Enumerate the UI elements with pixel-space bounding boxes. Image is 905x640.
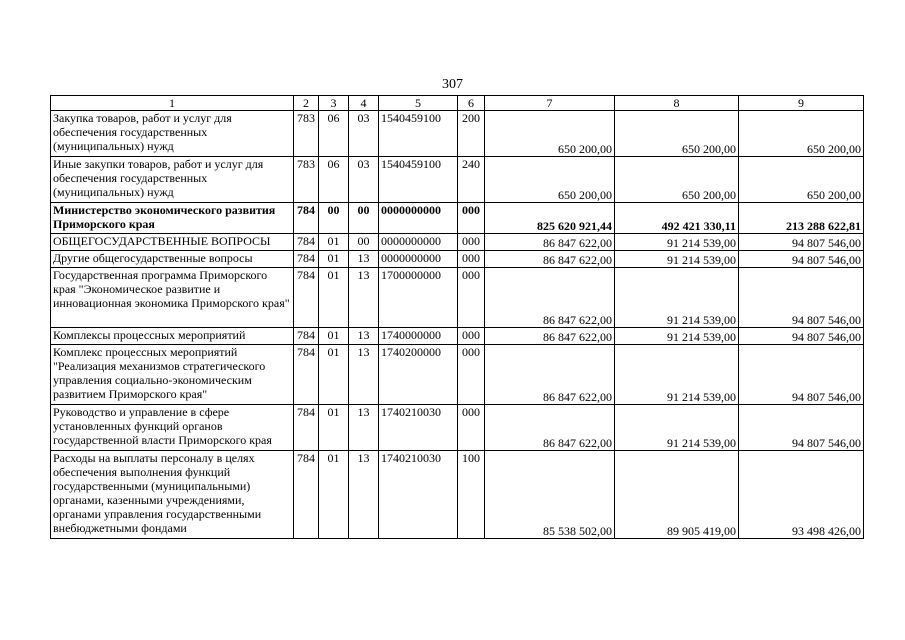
code-section: 01 — [319, 328, 349, 345]
row-name: Министерство экономического развития Приморского края — [51, 203, 294, 234]
amount-col9: 213 288 622,81 — [739, 203, 864, 234]
amount-col9: 650 200,00 — [739, 157, 864, 203]
table-row — [51, 111, 864, 157]
table-row — [51, 451, 864, 539]
amount-col8: 91 214 539,00 — [615, 251, 739, 268]
budget-table — [50, 95, 864, 539]
code-expense-type: 000 — [458, 268, 485, 328]
row-name: Другие общегосударственные вопросы — [51, 251, 294, 268]
code-expense-type: 000 — [458, 251, 485, 268]
code-section: 01 — [319, 251, 349, 268]
code-subsection: 13 — [349, 405, 379, 451]
page-number: 307 — [442, 77, 463, 92]
amount-col9: 650 200,00 — [739, 111, 864, 157]
code-target: 0000000000 — [379, 251, 458, 268]
amount-col7: 86 847 622,00 — [485, 405, 615, 451]
table-header-row — [51, 96, 864, 111]
code-subsection: 00 — [349, 203, 379, 234]
header-cell: 2 — [294, 96, 319, 111]
code-expense-type: 000 — [458, 203, 485, 234]
code-admin: 783 — [294, 157, 319, 203]
code-admin: 784 — [294, 345, 319, 405]
code-admin: 784 — [294, 203, 319, 234]
code-target: 1540459100 — [379, 111, 458, 157]
code-admin: 784 — [294, 268, 319, 328]
header-cell: 3 — [319, 96, 349, 111]
amount-col8: 91 214 539,00 — [615, 268, 739, 328]
code-expense-type: 000 — [458, 234, 485, 251]
amount-col8: 91 214 539,00 — [615, 405, 739, 451]
code-target: 1740210030 — [379, 451, 458, 539]
amount-col8: 650 200,00 — [615, 111, 739, 157]
amount-col8: 91 214 539,00 — [615, 345, 739, 405]
code-target: 1740210030 — [379, 405, 458, 451]
amount-col8: 91 214 539,00 — [615, 234, 739, 251]
amount-col7: 86 847 622,00 — [485, 251, 615, 268]
code-subsection: 00 — [349, 234, 379, 251]
amount-col9: 93 498 426,00 — [739, 451, 864, 539]
header-cell: 5 — [379, 96, 458, 111]
row-name: Расходы на выплаты персоналу в целях обеспечения выполнения функций государственными (муниципальными) органами, казенными учреждениями, органами управления государственными внебюджетными фондами — [51, 451, 294, 539]
amount-col7: 86 847 622,00 — [485, 268, 615, 328]
row-name: Закупка товаров, работ и услуг для обеспечения государственных (муниципальных) нужд — [51, 111, 294, 157]
amount-col9: 94 807 546,00 — [739, 328, 864, 345]
table-row — [51, 328, 864, 345]
code-section: 01 — [319, 405, 349, 451]
header-cell: 9 — [739, 96, 864, 111]
amount-col9: 94 807 546,00 — [739, 405, 864, 451]
code-target: 0000000000 — [379, 234, 458, 251]
code-subsection: 03 — [349, 157, 379, 203]
code-subsection: 13 — [349, 345, 379, 405]
amount-col9: 94 807 546,00 — [739, 268, 864, 328]
code-admin: 784 — [294, 251, 319, 268]
code-subsection: 13 — [349, 268, 379, 328]
amount-col7: 86 847 622,00 — [485, 234, 615, 251]
code-subsection: 03 — [349, 111, 379, 157]
amount-col7: 650 200,00 — [485, 111, 615, 157]
code-target: 0000000000 — [379, 203, 458, 234]
code-expense-type: 000 — [458, 345, 485, 405]
code-section: 00 — [319, 203, 349, 234]
amount-col7: 650 200,00 — [485, 157, 615, 203]
row-name: Комплексы процессных мероприятий — [51, 328, 294, 345]
amount-col9: 94 807 546,00 — [739, 251, 864, 268]
amount-col9: 94 807 546,00 — [739, 234, 864, 251]
code-target: 1740000000 — [379, 328, 458, 345]
row-name: Руководство и управление в сфере установленных функций органов государственной власти Приморского края — [51, 405, 294, 451]
amount-col8: 89 905 419,00 — [615, 451, 739, 539]
amount-col7: 86 847 622,00 — [485, 345, 615, 405]
header-cell: 7 — [485, 96, 615, 111]
code-section: 01 — [319, 268, 349, 328]
table-row — [51, 268, 864, 328]
row-name: Иные закупки товаров, работ и услуг для обеспечения государственных (муниципальных) нужд — [51, 157, 294, 203]
table-row — [51, 251, 864, 268]
amount-col9: 94 807 546,00 — [739, 345, 864, 405]
code-admin: 783 — [294, 111, 319, 157]
code-section: 01 — [319, 451, 349, 539]
code-subsection: 13 — [349, 251, 379, 268]
header-cell: 6 — [458, 96, 485, 111]
code-expense-type: 240 — [458, 157, 485, 203]
code-target: 1540459100 — [379, 157, 458, 203]
code-admin: 784 — [294, 451, 319, 539]
header-cell: 1 — [51, 96, 294, 111]
code-admin: 784 — [294, 405, 319, 451]
code-expense-type: 000 — [458, 405, 485, 451]
code-section: 06 — [319, 157, 349, 203]
amount-col7: 86 847 622,00 — [485, 328, 615, 345]
amount-col8: 650 200,00 — [615, 157, 739, 203]
amount-col8: 492 421 330,11 — [615, 203, 739, 234]
code-expense-type: 100 — [458, 451, 485, 539]
code-admin: 784 — [294, 328, 319, 345]
code-section: 01 — [319, 345, 349, 405]
row-name: Государственная программа Приморского края "Экономическое развитие и инновационная экономика Приморского края" — [51, 268, 294, 328]
table-row — [51, 203, 864, 234]
code-expense-type: 000 — [458, 328, 485, 345]
code-subsection: 13 — [349, 328, 379, 345]
row-name: ОБЩЕГОСУДАРСТВЕННЫЕ ВОПРОСЫ — [51, 234, 294, 251]
table-row — [51, 345, 864, 405]
table-row — [51, 234, 864, 251]
code-subsection: 13 — [349, 451, 379, 539]
header-cell: 8 — [615, 96, 739, 111]
amount-col7: 825 620 921,44 — [485, 203, 615, 234]
code-target: 1700000000 — [379, 268, 458, 328]
code-expense-type: 200 — [458, 111, 485, 157]
amount-col7: 85 538 502,00 — [485, 451, 615, 539]
table-row — [51, 157, 864, 203]
code-target: 1740200000 — [379, 345, 458, 405]
row-name: Комплекс процессных мероприятий "Реализация механизмов стратегического управления социально-экономическим развитием Приморского края" — [51, 345, 294, 405]
header-cell: 4 — [349, 96, 379, 111]
code-section: 06 — [319, 111, 349, 157]
table-row — [51, 405, 864, 451]
amount-col8: 91 214 539,00 — [615, 328, 739, 345]
code-section: 01 — [319, 234, 349, 251]
code-admin: 784 — [294, 234, 319, 251]
